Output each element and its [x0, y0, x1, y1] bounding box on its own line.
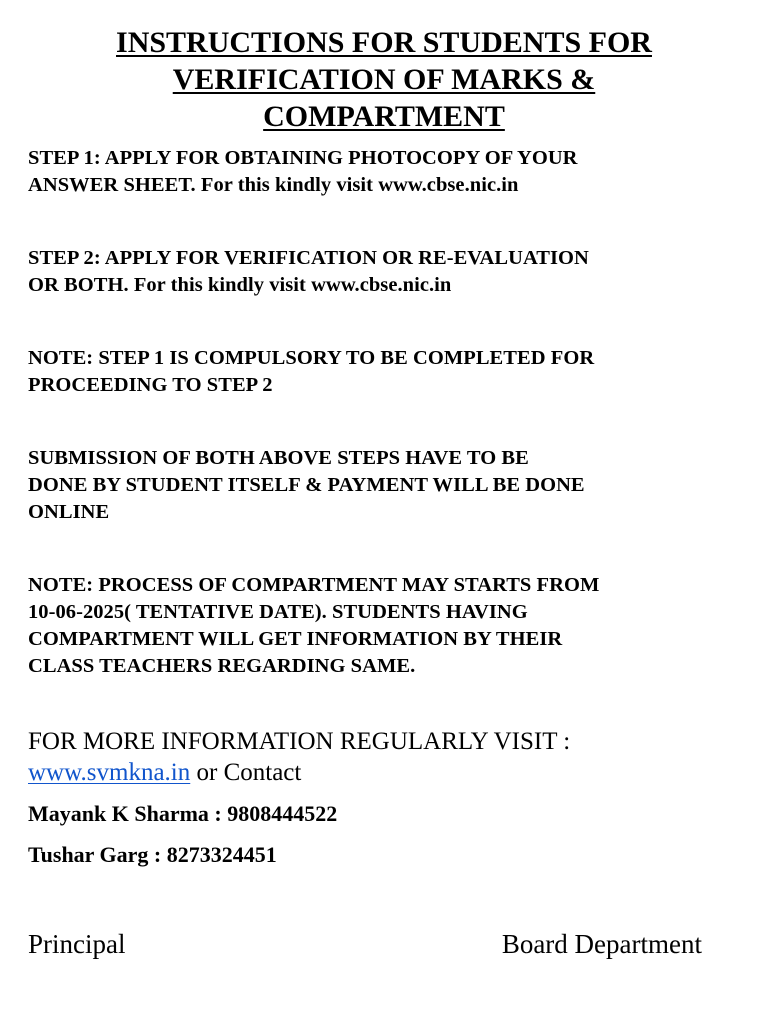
- submission-line: ONLINE: [28, 501, 110, 523]
- submission-line: DONE BY STUDENT ITSELF & PAYMENT WILL BE DONE: [28, 474, 585, 496]
- principal-signature-label: Principal: [28, 929, 126, 959]
- compulsory-note-line: NOTE: STEP 1 IS COMPULSORY TO BE COMPLETED FOR: [28, 347, 595, 369]
- title-line: INSTRUCTIONS FOR STUDENTS FOR: [116, 26, 652, 59]
- step-1-paragraph: [28, 145, 740, 199]
- compulsory-note-line: PROCEEDING TO STEP 2: [28, 374, 273, 396]
- compartment-note-line: 10-06-2025( TENTATIVE DATE). STUDENTS HAVING: [28, 601, 528, 623]
- more-information: [28, 726, 740, 788]
- step-2-line: OR BOTH. For this kindly visit www.cbse.nic.in: [28, 274, 452, 296]
- title-line: COMPARTMENT: [263, 100, 505, 133]
- step-1-line: STEP 1: APPLY FOR OBTAINING PHOTOCOPY OF YOUR: [28, 147, 578, 169]
- submission-paragraph: [28, 445, 740, 526]
- submission-line: SUBMISSION OF BOTH ABOVE STEPS HAVE TO BE: [28, 447, 529, 469]
- step-2-line: STEP 2: APPLY FOR VERIFICATION OR RE-EVALUATION: [28, 247, 589, 269]
- compulsory-note: [28, 345, 740, 399]
- signature-row: [28, 926, 702, 962]
- page-title: [28, 0, 740, 135]
- board-department-signature-label: Board Department: [501, 929, 702, 959]
- step-1-line: ANSWER SHEET. For this kindly visit www.cbse.nic.in: [28, 174, 519, 196]
- compartment-note-line: COMPARTMENT WILL GET INFORMATION BY THEIR: [28, 628, 563, 650]
- or-contact-text: or Contact: [190, 759, 302, 786]
- contact-mayank: Mayank K Sharma : 9808444522: [28, 801, 338, 826]
- more-information-link-line: [28, 757, 740, 788]
- compartment-note: [28, 572, 740, 680]
- title-line: VERIFICATION OF MARKS &: [172, 63, 596, 96]
- more-information-heading: FOR MORE INFORMATION REGULARLY VISIT :: [28, 728, 571, 755]
- website-link[interactable]: www.svmkna.in: [28, 759, 191, 786]
- step-2-paragraph: [28, 245, 740, 299]
- compartment-note-line: CLASS TEACHERS REGARDING SAME.: [28, 655, 416, 677]
- compartment-note-line: NOTE: PROCESS OF COMPARTMENT MAY STARTS FROM: [28, 574, 600, 596]
- contact-tushar: Tushar Garg : 8273324451: [28, 842, 277, 867]
